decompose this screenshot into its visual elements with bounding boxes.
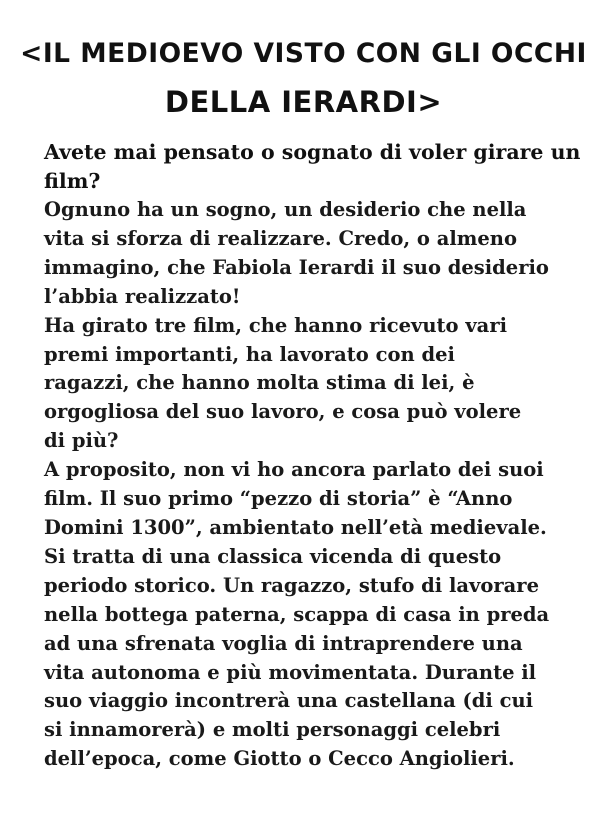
paragraph-4 [44,543,554,774]
title-line-1: <IL MEDIOEVO VISTO CON GLI OCCHI [20,38,587,69]
text-line: l’abbia realizzato! [44,284,241,308]
text-line: vita si sforza di realizzare. Credo, o almeno [44,226,517,250]
text-line: periodo storico. Un ragazzo, stufo di lavorare [44,573,539,597]
text-line: Si tratta di una classica vicenda di questo [44,544,502,568]
text-line: A proposito, non vi ho ancora parlato dei suoi [44,458,544,482]
lead-question [44,138,589,196]
text-line: Ognuno ha un sogno, un desiderio che nella [44,198,527,221]
text-line: ragazzi, che hanno molta stima di lei, è [44,371,475,395]
text-line: Domini 1300”, ambientato nell’età medievale. [44,515,547,539]
text-line: vita autonoma e più movimentata. Durante il [44,660,537,684]
title-line-2: DELLA IERARDI> [164,85,443,119]
paragraph-3 [44,456,554,543]
text-line: dell’epoca, come Giotto o Cecco Angiolieri. [44,747,515,771]
text-line: premi importanti, ha lavorato con dei [44,342,455,366]
paragraph-1 [44,196,554,312]
text-line: orgogliosa del suo lavoro, e cosa può volere [44,400,522,424]
lead-line-2: film? [44,169,101,193]
text-line: nella bottega paterna, scappa di casa in preda [44,602,550,626]
paragraph-2 [44,312,554,457]
article-title [20,30,587,126]
text-line: ad una sfrenata voglia di intraprendere una [44,631,523,655]
text-line: film. Il suo primo “pezzo di storia” è “Anno [44,487,513,511]
text-line: immagino, che Fabiola Ierardi il suo desiderio [44,255,549,279]
text-line: Ha girato tre film, che hanno ricevuto vari [44,313,508,337]
text-line: di più? [44,429,119,453]
text-line: suo viaggio incontrerà una castellana (di cui [44,689,534,713]
text-line: si innamorerà) e molti personaggi celebri [44,718,501,742]
lead-line-1: Avete mai pensato o sognato di voler girare un [44,140,581,164]
article-body [44,196,554,774]
